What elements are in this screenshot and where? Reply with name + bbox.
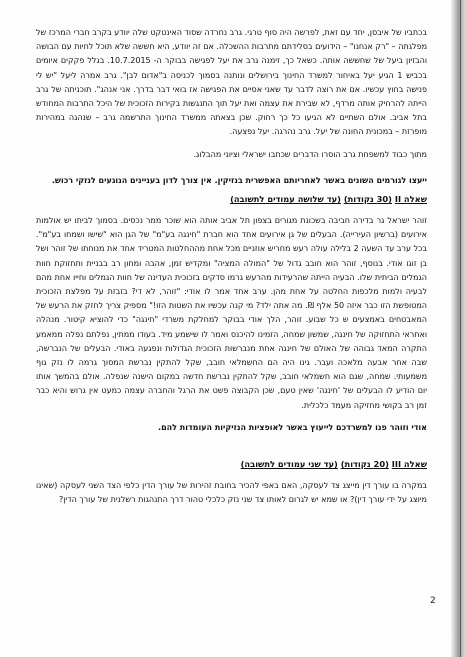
question2-heading	[36, 192, 427, 206]
question3-paragraph: במקרה בו עורך דין מייצג צד לעסקה, האם באפי להכיר בחובת זהירות של עורך הדין כלפי הצד השני לעסקה (שאינו מיוצג על ידי עורך דין)? או שמא יש לגרום לאותו צד שני נזק כלכלי טהור דרך התנהגות רשלנית של עורך הדין?	[36, 481, 427, 505]
question2-label: שאלה II	[394, 194, 427, 205]
question3-heading	[36, 457, 427, 471]
question3-label: שאלה III	[391, 459, 427, 470]
page-number: 2	[430, 596, 436, 606]
story-paragraph: בכתביו של איבסן, יחד עם זאת, לפרשה היה סוף טרגי. גרב נחרדה שסוד האינטקט שלה יוודע בקרב חברי המרכז של מפלגתה – "רק אנחנו" – הידועים בסלידתם מתרבות ההשכלה. אם זה יוודע, היא חששה שלא תוכל לחיות עם הבושה והבזיון ביעל של שחששה אותה. כשאל כך, זימנה גרב את יעל לפגישה בבוקר ה- 10.7.2015. בגלל פקקים איומים בכביש 1 הגיע יעל באיחור למשרד החינוך בירושלים ונותנה בסמוך לכניסה ב"אדום לבן". גרב אמרה ליעל "יש לי פנישה בחוץ עכשיו. אם את רוצה לדבר עד שאני אסיים את הפגישה אז בואי דבר בדרך. אני אנהג". תוכניתה של גרב הייתה להרחיק אותה מרדף, לא שבירת את עצמה ואת יעל תוך התנגשות בקירות הזכוכית של היכל התרבות המחודש בתל אביב. אולם השתיים לא הגיעו כל כך רחוק. שכן בצאתה ממשרד החינוך התרשמה גרב – שנהגה במהירות מופרזת – במכונית החונה של יעל. גרב נהרגה. יעל נפצעה.	[36, 28, 428, 137]
question3-points: (20 נקודות)	[340, 459, 389, 470]
question2-instruction: אודי וזוהר פנו למשרדכם לייעוץ באשר לאופציות הנזיקיות העומדות להם.	[158, 422, 427, 432]
question2-points: (30 נקודות)	[343, 194, 392, 205]
binding-shadow	[451, 0, 465, 657]
question1-instruction: ייעצו לגורמים השונים באשר לאחריותם האפשרית בנזיקין. אין צורך לדון בעניינים הנוגעים לנזקי רכוש.	[51, 175, 427, 185]
document-body	[36, 26, 427, 515]
question3-page-limit: (עד שני עמודים לתשובה)	[240, 459, 338, 470]
disclaimer-paragraph: מתוך כבוד למשפחת גרב הוסרו הדברים שכתבו ישראלי וציוני מהבלוג.	[193, 149, 427, 159]
question2-paragraph: זוהר ישראל גר בדירה חביבה בשכונת מגורים בצפון תל אביב אותה הוא שוכר ממר נכסים. בסמוך לביתו יש אולמות אירועים (ברשיון העירייה). הבעלים של גן אירועים אחד הוא חברת "חינגה בע"מ" של הגן הוא "שישו ושמחו בע"מ". בכל ערב עד השעה 2 בלילה עולה רעש מחריש אוזניים מכל אחת מההחלטות המטריד אחד את מנוחתו של זוהר ושל בן זוגו אודי. בנוסף, זוהר הוא חובב גדול של "המולה המציה" ומקדיש זמן, אהבה ומחון רב בבניית ותחזוקת חוות הגמלים הביתית שלו. הבעיה הייתה שהרעידות מהרעש גרמו סדקים בזכוכית העדינה של חוות הגמלים וחייו אחת מהם לבעיה ולמות מלכפות החלטה על אחת מהן. ערב אחד אמר לו אודי: "זוהר, לא די? בזבזת על מפלצת הזכוכית המטופשת הזו כבר איזה 50 אלף ₪. מה אתה ילד? מי קנה עכשיו את השטות הזו!" מספיק צריך לחזק את הרעש של המאבטחים באמצעים ש כל שבוע. זוהר, הלך אודי בבוקר למחלקת משרדי "חינגה" כדי להוציא קיטור. מנהלה ואחראי התחזוקה של חינגה, שמשון שמחה, הזמינו להיכנס ואמר לו שישמע מיד. בעודו ממתין, נפלתם נפלה ממאמע התקרה המאד גבוהה של האולם של חינגה אחת מנברשות הזכוכית הגדולות ונפגעה באודי. הבעלים של הנברשה, שבה אחר אבעה מלאכה ועבר. גינו היה הם החשמלאי חובב, שקל להתקין נברשת המסוך גרמה לו נזק גוף משמעותי. שמחה, שגם הוא חשמלאי חובב, שקל להתקין נברשת חדשה במקום הישנה שנפלה. אולם בהמשך אותו יום הודיע לו הבעלים של 'חינגה' שאין טעם, שכן הקבוצה פשט את הרגל והחברה עצמה כמעט אין גרוש והיא כבר זמן רב בקושי מחזיקה מעמד כלכלית.	[36, 216, 427, 410]
question2-page-limit: (עד שלושה עמודים לתשובה)	[230, 194, 341, 205]
binding-edge	[460, 0, 461, 657]
